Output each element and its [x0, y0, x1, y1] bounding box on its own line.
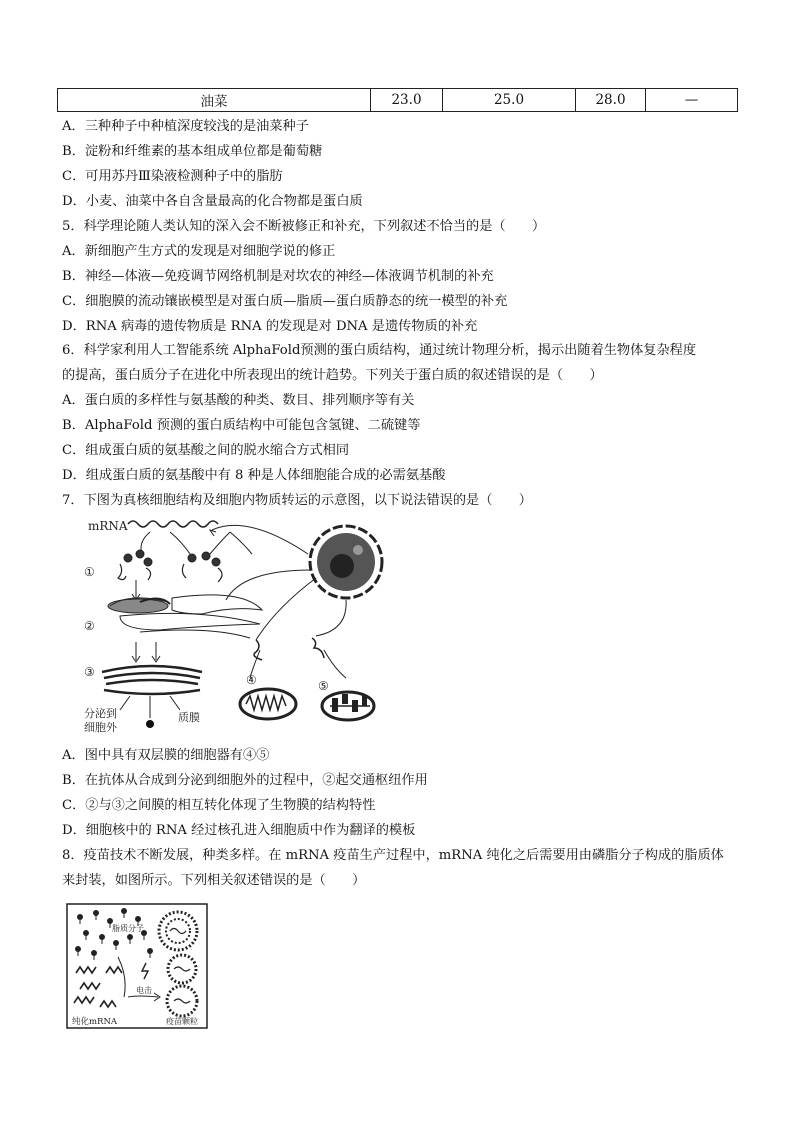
q8-stem-line2: 来封装，如图所示。下列相关叙述错误的是（ ） — [62, 873, 366, 888]
q7-option-b: B．在抗体从合成到分泌到细胞外的过程中，②起交通枢纽作用 — [62, 773, 428, 788]
q8-stem-line1: 8．疫苗技术不断发展，种类多样。在 mRNA 疫苗生产过程中，mRNA 纯化之后需要用由磷脂分子构成的脂质体 — [62, 848, 724, 863]
q6-option-c: C．组成蛋白质的氨基酸之间的脱水缩合方式相同 — [62, 443, 350, 458]
q4-option-b: B．淀粉和纤维素的基本组成单位都是葡萄糖 — [62, 144, 323, 159]
table-row — [58, 89, 738, 112]
q5-option-a: A．新细胞产生方式的发现是对细胞学说的修正 — [62, 244, 336, 259]
q5-option-d: D．RNA 病毒的遗传物质是 RNA 的发现是对 DNA 是遗传物质的补充 — [62, 319, 478, 334]
table-cell: — — [646, 89, 738, 112]
label-2: ② — [84, 619, 95, 633]
table-cell-crop: 油菜 — [58, 89, 371, 112]
seed-data-table — [57, 88, 738, 112]
table-cell: 23.0 — [371, 89, 443, 112]
table-cell: 25.0 — [443, 89, 576, 112]
mrna-label: 纯化mRNA — [72, 1017, 118, 1027]
q7-option-d: D．细胞核中的 RNA 经过核孔进入细胞质中作为翻译的模板 — [62, 823, 416, 838]
label-5: ⑤ — [318, 679, 329, 693]
q6-option-b: B．AlphaFold 预测的蛋白质结构中可能包含氢键、二硫键等 — [62, 418, 421, 433]
q5-stem: 5．科学理论随人类认知的深入会不断被修正和补充，下列叙述不恰当的是（ ） — [62, 219, 546, 234]
q6-option-a: A．蛋白质的多样性与氨基酸的种类、数目、排列顺序等有关 — [62, 393, 415, 408]
q4-option-d: D．小麦、油菜中各自含量最高的化合物都是蛋白质 — [62, 194, 363, 209]
q7-option-c: C．②与③之间膜的相互转化体现了生物膜的结构特性 — [62, 798, 376, 813]
q5-option-b: B．神经—体液—免疫调节网络机制是对坎农的神经—体液调节机制的补充 — [62, 269, 494, 284]
vaccine-figure — [66, 903, 208, 1029]
q7-option-a: A．图中具有双层膜的细胞器有④⑤ — [62, 748, 270, 763]
shock-label: 电击 — [136, 986, 152, 995]
q7-stem: 7．下图为真核细胞结构及细胞内物质转运的示意图，以下说法错误的是（ ） — [62, 493, 532, 508]
table-cell: 28.0 — [576, 89, 646, 112]
q6-stem-line2: 的提高，蛋白质分子在进化中所表现出的统计趋势。下列关于蛋白质的叙述错误的是（ ） — [62, 368, 603, 383]
vaccine-label: 疫苗颗粒 — [166, 1017, 198, 1026]
membrane-label: 质膜 — [178, 711, 200, 724]
q4-option-c: C．可用苏丹Ⅲ染液检测种子中的脂肪 — [62, 169, 283, 184]
q6-stem-line1: 6．科学家利用人工智能系统 AlphaFold预测的蛋白质结构，通过统计物理分析，揭示出随着生物体复杂程度 — [62, 343, 697, 358]
label-1: ① — [84, 565, 95, 579]
q6-option-d: D．组成蛋白质的氨基酸中有 8 种是人体细胞能合成的必需氨基酸 — [62, 468, 446, 483]
secrete-label-line1: 分泌到 — [84, 707, 117, 720]
label-4: ④ — [246, 673, 257, 687]
q5-option-c: C．细胞膜的流动镶嵌模型是对蛋白质—脂质—蛋白质静态的统一模型的补充 — [62, 294, 508, 309]
label-3: ③ — [84, 665, 95, 679]
mrna-label: mRNA — [88, 519, 128, 533]
cell-structure-figure — [80, 514, 400, 740]
q4-option-a: A．三种种子中种植深度较浅的是油菜种子 — [62, 119, 309, 134]
secrete-label-line2: 细胞外 — [84, 721, 117, 734]
lipid-label: 脂质分子 — [112, 924, 144, 933]
